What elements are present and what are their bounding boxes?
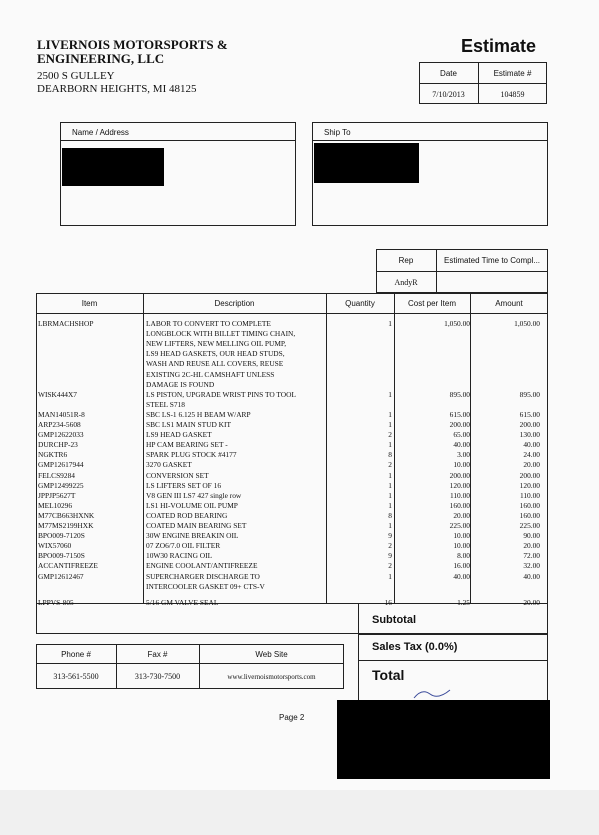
item-code: LPPVS-805: [38, 597, 74, 607]
item-cost: 16.00: [453, 561, 470, 571]
estimate-number-label: Estimate #: [493, 69, 532, 78]
item-description: INTERCOOLER GASKET 09+ CTS-V: [146, 581, 265, 591]
table-row: [36, 551, 548, 561]
item-code: GMP12622033: [38, 430, 84, 440]
table-row: [36, 511, 548, 521]
item-amount: 160.00: [519, 500, 540, 510]
item-cost: 160.00: [449, 500, 470, 510]
item-amount: 225.00: [519, 521, 540, 530]
item-description: SBC LS-1 6.125 H BEAM W/ARP: [146, 409, 251, 419]
col-header-cost: Cost per Item: [407, 299, 456, 308]
item-cost: 10.00: [453, 541, 470, 551]
item-quantity: 1: [388, 420, 392, 429]
item-quantity: 1: [388, 521, 392, 530]
item-cost: 40.00: [453, 571, 470, 581]
item-quantity: 2: [388, 541, 392, 551]
table-row: [36, 481, 548, 491]
item-description: ENGINE COOLANT/ANTIFREEZE: [146, 561, 258, 571]
item-quantity: 2: [388, 430, 392, 440]
item-description: SPARK PLUG STOCK #4177: [146, 450, 237, 460]
table-row: [36, 430, 548, 440]
item-description: 3270 GASKET: [146, 460, 192, 470]
redacted-name-address: [62, 148, 164, 186]
company-address: [37, 70, 197, 96]
table-row: [36, 460, 548, 470]
item-cost: 10.00: [453, 531, 470, 541]
item-amount: 20.00: [523, 460, 540, 470]
table-row: [36, 319, 548, 329]
table-row: [36, 561, 548, 571]
item-description: LS1 HI-VOLUME OIL PUMP: [146, 500, 238, 510]
date-label: Date: [440, 69, 457, 78]
company-name-line2: ENGINEERING, LLC: [37, 51, 165, 66]
item-cost: 895.00: [449, 389, 470, 399]
phone-value: 313-561-5500: [53, 672, 99, 681]
item-code: MAN14051R-8: [38, 409, 85, 419]
item-code: FELCS9284: [38, 470, 75, 480]
page-number: Page 2: [279, 713, 305, 722]
rep-value: AndyR: [394, 278, 418, 287]
table-row: [36, 572, 548, 582]
item-amount: 615.00: [519, 409, 540, 419]
item-description: EXISTING 2C-HL CAMSHAFT UNLESS: [146, 369, 275, 379]
item-description: WASH AND REUSE ALL COVERS, REUSE: [146, 359, 284, 369]
item-description: LS LIFTERS SET OF 16: [146, 480, 222, 490]
item-description: LS9 HEAD GASKET: [146, 430, 212, 440]
item-description: LABOR TO CONVERT TO COMPLETE: [146, 319, 271, 328]
table-row: [36, 440, 548, 450]
item-description: LS PISTON, UPGRADE WRIST PINS TO TOOL: [146, 389, 296, 399]
item-quantity: 1: [388, 571, 392, 581]
table-row: [36, 541, 548, 551]
item-quantity: 2: [388, 561, 392, 571]
fax-label: Fax #: [147, 650, 168, 659]
table-row: [36, 582, 548, 592]
item-amount: 90.00: [523, 531, 540, 541]
table-row: [36, 380, 548, 390]
item-amount: 40.00: [523, 440, 540, 450]
item-amount: 200.00: [519, 470, 540, 480]
table-row: [36, 370, 548, 380]
total-label: Total: [372, 667, 405, 683]
item-amount: 895.00: [519, 389, 540, 399]
item-amount: 40.00: [523, 571, 540, 581]
item-description: DAMAGE IS FOUND: [146, 379, 215, 389]
pen-mark: [410, 682, 470, 702]
item-description: LS9 HEAD GASKETS, OUR HEAD STUDS,: [146, 349, 285, 359]
item-amount: 72.00: [523, 551, 540, 561]
col-header-description: Description: [214, 299, 255, 308]
item-description: 5/16 GM VALVE SEAL: [146, 597, 219, 607]
item-description: COATED ROD BEARING: [146, 510, 228, 520]
item-quantity: 1: [388, 500, 392, 510]
table-row: [36, 598, 548, 608]
table-row: [36, 491, 548, 501]
item-code: JPPJP5627T: [38, 490, 76, 500]
item-quantity: 8: [388, 450, 392, 460]
table-row: [36, 471, 548, 481]
item-code: M77MS2199HXK: [38, 521, 94, 530]
item-quantity: 1: [388, 490, 392, 500]
item-description: 10W30 RACING OIL: [146, 551, 213, 561]
company-name-line1: LIVERNOIS MOTORSPORTS &: [37, 37, 228, 52]
item-quantity: 1: [388, 480, 392, 490]
item-amount: 160.00: [519, 510, 540, 520]
item-code: GMP12499225: [38, 480, 84, 490]
table-row: [36, 450, 548, 460]
website-label: Web Site: [255, 650, 288, 659]
item-code: ACCANTIFREEZE: [38, 561, 98, 571]
website-value: www.livernoismotorsports.com: [227, 673, 316, 681]
item-code: LBRMACHSHOP: [38, 319, 94, 328]
item-amount: 20.00: [523, 597, 540, 607]
item-code: DURCHP-23: [38, 440, 78, 450]
item-description: CONVERSION SET: [146, 470, 209, 480]
item-code: M77CB663HXNK: [38, 510, 95, 520]
item-cost: 3.00: [457, 450, 470, 460]
redacted-ship-to: [314, 143, 419, 183]
item-quantity: 1: [388, 470, 392, 480]
item-amount: 32.00: [523, 561, 540, 571]
item-quantity: 1: [388, 319, 392, 328]
estimated-time-label: Estimated Time to Compl...: [443, 256, 541, 265]
item-quantity: 1: [388, 409, 392, 419]
table-row: [36, 329, 548, 339]
item-description: 30W ENGINE BREAKIN OIL: [146, 531, 239, 541]
subtotal-label: Subtotal: [372, 614, 416, 626]
item-description: LONGBLOCK WITH BILLET TIMING CHAIN,: [146, 329, 296, 339]
item-cost: 8.00: [457, 551, 470, 561]
item-code: GMP12617944: [38, 460, 84, 470]
table-row: [36, 521, 548, 531]
item-cost: 20.00: [453, 510, 470, 520]
item-code: NGKTR6: [38, 450, 68, 460]
sales-tax-label: Sales Tax (0.0%): [372, 641, 458, 653]
item-cost: 615.00: [449, 409, 470, 419]
table-row: [36, 359, 548, 369]
item-cost: 10.00: [453, 460, 470, 470]
table-row: [36, 501, 548, 511]
col-header-item: Item: [81, 299, 98, 308]
table-row: [36, 339, 548, 349]
ship-to-label: Ship To: [324, 128, 351, 137]
item-code: BPO009-7150S: [38, 551, 85, 561]
item-quantity: 9: [388, 531, 392, 541]
item-code: WISK444X7: [38, 389, 78, 399]
item-code: WIX57060: [38, 541, 72, 551]
item-cost: 1,050.00: [444, 319, 470, 328]
table-row: [36, 349, 548, 359]
estimate-number-value: 104859: [500, 90, 525, 99]
item-cost: 200.00: [449, 470, 470, 480]
item-amount: 1,050.00: [514, 319, 540, 328]
item-cost: 110.00: [449, 490, 470, 500]
date-value: 7/10/2013: [432, 90, 465, 99]
col-header-amount: Amount: [495, 299, 523, 308]
company-address-line2: DEARBORN HEIGHTS, MI 48125: [37, 83, 197, 95]
item-cost: 1.25: [457, 597, 470, 607]
table-row: [36, 400, 548, 410]
item-quantity: 9: [388, 551, 392, 561]
document-title: Estimate: [461, 36, 537, 56]
item-cost: 225.00: [449, 521, 470, 530]
company-name: [37, 38, 228, 66]
item-amount: 200.00: [519, 420, 540, 429]
item-description: NEW LIFTERS, NEW MELLING OIL PUMP,: [146, 339, 287, 349]
item-description: 07 ZO6/7.0 OIL FILTER: [146, 541, 221, 551]
item-amount: 24.00: [523, 450, 540, 460]
item-description: STEEL S718: [146, 399, 185, 409]
item-quantity: 2: [388, 460, 392, 470]
name-address-label: Name / Address: [72, 128, 129, 137]
item-quantity: 16: [384, 597, 392, 607]
item-description: COATED MAIN BEARING SET: [146, 521, 247, 530]
item-code: ARP234-5608: [38, 420, 81, 429]
table-row: [36, 531, 548, 541]
item-cost: 40.00: [453, 440, 470, 450]
rep-label: Rep: [398, 256, 414, 265]
phone-label: Phone #: [61, 650, 91, 659]
item-code: GMP12612467: [38, 571, 84, 581]
item-description: HP CAM BEARING SET -: [146, 440, 228, 450]
col-header-quantity: Quantity: [345, 299, 375, 308]
item-amount: 20.00: [523, 541, 540, 551]
table-row: [36, 410, 548, 420]
item-cost: 120.00: [449, 480, 470, 490]
item-quantity: 1: [388, 440, 392, 450]
item-code: MEL10296: [38, 500, 73, 510]
item-amount: 130.00: [519, 430, 540, 440]
table-row: [36, 390, 548, 400]
item-description: V8 GEN III LS7 427 single row: [146, 490, 242, 500]
fax-value: 313-730-7500: [134, 672, 181, 681]
company-address-line1: 2500 S GULLEY: [37, 70, 115, 82]
item-cost: 200.00: [449, 420, 470, 429]
item-cost: 65.00: [453, 430, 470, 440]
item-description: SUPERCHARGER DISCHARGE TO: [146, 571, 260, 581]
item-amount: 110.00: [519, 490, 540, 500]
item-code: BPO009-7120S: [38, 531, 85, 541]
item-amount: 120.00: [519, 480, 540, 490]
item-description: SBC LS1 MAIN STUD KIT: [146, 420, 231, 429]
item-quantity: 8: [388, 510, 392, 520]
table-row: [36, 420, 548, 430]
redacted-signature: [337, 700, 550, 779]
item-quantity: 1: [388, 389, 392, 399]
